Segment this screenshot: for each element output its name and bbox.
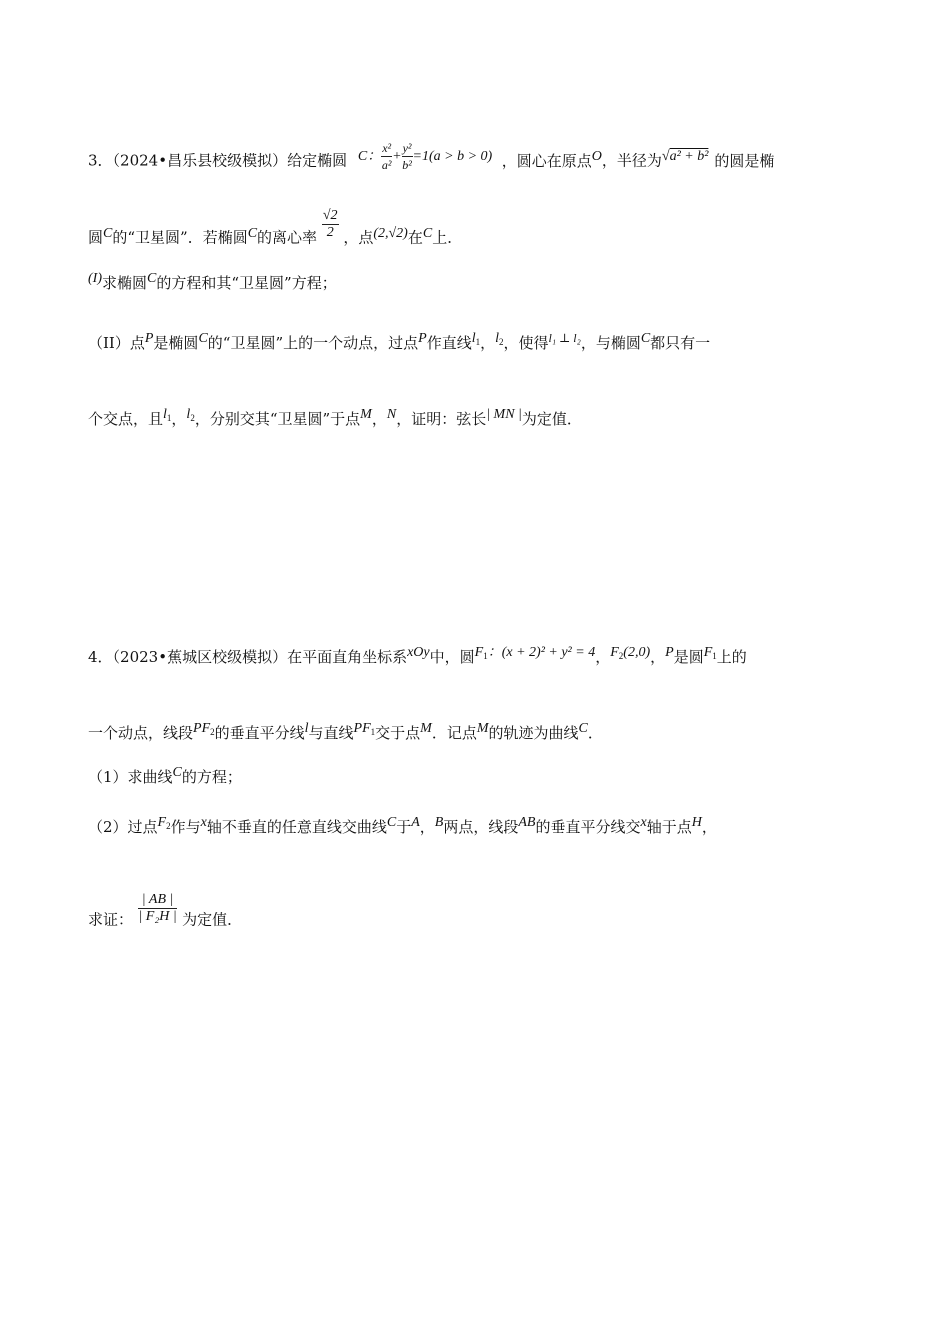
p4-part1: （1）求曲线C的方程；	[88, 765, 242, 786]
p3-number: 3．	[88, 151, 113, 170]
p4-ratio-fraction: $\frac{| AB |}{\text{| F₂H |}}$	[138, 892, 177, 924]
p3-line5: 个交点，且$l_1$，$l_2$，分别交其“卫星圆”于点M，N，证明：弦长| MN |为定值．	[88, 407, 582, 428]
p4-proof: 求证： $\frac{| AB |}{\text{| F₂H |}}$ 为定值．	[88, 892, 243, 929]
p4-circle-equation: $F_1$：(x + 2)² + y² = 4	[474, 645, 596, 661]
p3-source: （2024•昌乐县校级模拟）	[112, 151, 288, 170]
p4-number: 4．	[88, 648, 113, 666]
p4-line2: 一个动点，线段$PF_2$的垂直平分线l与直线$PF_1$交于点M．记点M的轨迹为曲线C．	[88, 721, 603, 742]
p3-line2: 圆C的“卫星圆”．若椭圆C的离心率 $\frac{√2}{2}$ ，点(2,√2)在C上．	[88, 208, 463, 247]
p4-source: （2023•蕉城区校级模拟）	[112, 648, 288, 666]
p4-line1: 4．（2023•蕉城区校级模拟）在平面直角坐标系xOy中，圆$F_1$：(x + 2)² + y² = 4，$F_2(2,0)$，P是圆$F_1$上的	[88, 645, 747, 666]
p3-part1: (I)求椭圆C的方程和其“卫星圆”方程；	[88, 271, 337, 292]
p4-part2: （2）过点$F_2$作与x轴不垂直的任意直线交曲线C于A，B两点，线段AB的垂直平分线交x轴于点H，	[88, 815, 717, 836]
p3-line1: 3．（2024•昌乐县校级模拟）给定椭圆 C： $\frac{\text{x²}}{\text{a²}}$ + $\frac{\text{y²}}{\text{b²}}$ =1(a > b > 0) ，圆心在原点O，半径为√a² + b² 的圆是椭	[88, 141, 775, 172]
p3-part2: （II）点P是椭圆C的“卫星圆”上的一个动点，过点P作直线$l_1$，$l_2$，使得$^{l_1 \perp l_2}$，与椭圆C都只有一	[88, 331, 711, 352]
p3-eccentricity: $\frac{√2}{2}$	[322, 208, 338, 240]
p3-radius: √a² + b²	[661, 148, 709, 164]
p3-point: (2,√2)	[373, 225, 408, 241]
p3-ellipse-equation: C： $\frac{\text{x²}}{\text{a²}}$ + $\frac{\text{y²}}{\text{b²}}$ =1(a > b > 0)	[357, 141, 493, 172]
